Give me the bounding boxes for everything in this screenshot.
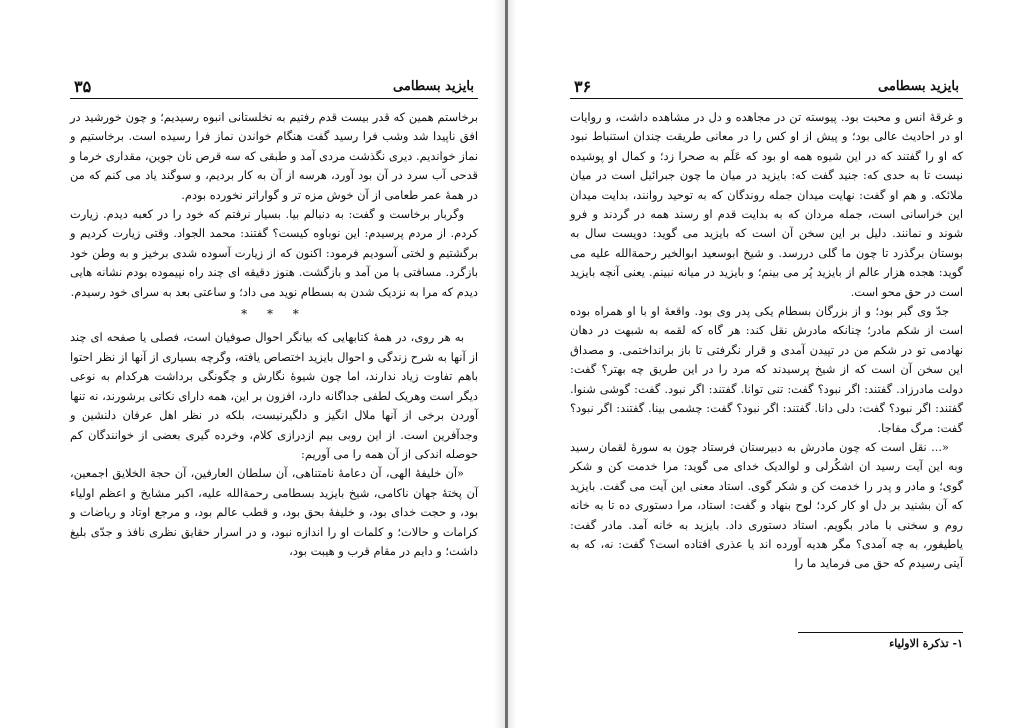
left-page bbox=[70, 0, 478, 728]
page-number: ۳۵ bbox=[74, 77, 92, 96]
running-title: بايزيد بسطامی bbox=[878, 79, 959, 94]
page-number: ۳۶ bbox=[574, 77, 592, 96]
footnote-rule bbox=[798, 632, 963, 633]
running-title: بايزيد بسطامی bbox=[393, 79, 474, 94]
paragraph: «آن خليفهٔ الهی، آن دعامهٔ نامتناهی، آن سلطان العارفين، آن حجة الخلايق اجمعين، آن پختهٔ جهان ناکامی، شيخ بايزيد بسطامی رحمةالله عليه، اکبر مشايخ و اعظم اولياء بود، و حجت خدای بود، و خليفهٔ بحق بود، و قطب عالم بود، و مرجع اوتاد و رياضات و کرامات و حالات؛ و کلمات او را اندازه نبود، و در اسرار حقايق نظری نافذ و جدّی بليغ داشت؛ و دايم در مقام قرب و هيبت بود، bbox=[70, 466, 478, 558]
right-page bbox=[570, 0, 963, 728]
running-head bbox=[570, 78, 963, 99]
paragraph: و غرقهٔ انس و محبت بود. پيوسته تن در مجاهده و دل در مشاهده داشت، و روايات او در احاديث عالی بود؛ و پيش از او کس را در معانی طريقت چندان استنباط نبود که او را گفتند که در اين شيوه همه او بود که عَلَم به صحرا زد؛ و کمال او پوشيده نيست تا به حدی که: جنيد گفت که: بايزيد در ميان ما چون جبرائيل است در ميان ملائکه. و هم او گفت: نهايت ميدان جمله روندگان که به توحيد روانند، بدايت ميدان اين خراسانی است، جمله مردان که به بدايت قدم او رسند همه در گردند و فرو شوند و نمانند. دليل بر اين سخن آن است که بايزيد می گويد: دويست سال به بوستان برگذرد تا چون ما گلی دررسد. و شيخ ابوسعيد ابوالخير رحمةالله عليه می گويد: هجده هزار عالم از بايزيد پُر می بينم؛ و بايزيد در ميانه نبينم. يعنی آنچه بايزيد است در حق محو است. bbox=[570, 110, 963, 299]
page-body bbox=[570, 108, 963, 574]
paragraph: به هر روی، در همهٔ کتابهايی که بيانگر احوال صوفيان است، فصلی يا صفحه ای چند از آنها به شرح زندگی و احوال بايزيد اختصاص يافته، وگرچه بسياری از آنها از نظر احتوا باهم تفاوت زياد ندارند، اما چون شيوهٔ نگارش و چگونگی برداشت هرکدام به نوعی ديگر است وهريک لطفی جداگانه دارد، افزون بر اين، همه دارای نکاتی برشورند، نه تنها آوردن برخی از آنها ملال انگيز و دلگيرنيست، بلکه در نظر اهل عرفان دلنشين و وجدآفرين است. از اين روبی بيم ازدرازی کلام، وخرده گيری بعضی از خوانندگان کم حوصله اندکی از آن همه را می آوريم: bbox=[70, 330, 478, 461]
gutter-shadow-left bbox=[494, 0, 505, 728]
section-separator: * * * bbox=[241, 307, 307, 322]
paragraph: برخاستم همين که قدر بيست قدم رفتيم به نخلستانی انبوه رسيديم؛ و چون خورشيد در افق ناپيدا شد وشب فرا رسيد گفت هنگام خواندن نماز فرا رسيده است. برخاستيم و نماز خوانديم. ديری نگذشت مردی آمد و طبقی که سه قرص نان جوين، مقداری خرما و قدحی آب سرد در آن بود آورد، هرسه از آن به کار برديم، و سوگند ياد می کنم که من در همهٔ عمر طعامی از آن خوش مزه تر و گواراتر نخورده بودم. bbox=[70, 110, 478, 202]
paragraph: «... نقل است که چون مادرش به دبيرستان فرستاد چون به سورهٔ لقمان رسيد وبه اين آيت رسيد ان اشکُرلی و لوالديک خدای می گويد: مرا خدمت کن و شکر گوی؛ و مادر و پدر را خدمت کن و شکر گوی. استاد معنی اين آيت می گفت. بايزيد که آن بشنيد بر دل او کار کرد؛ لوح بنهاد و گفت: استاد، مرا دستوری ده تا به خانه روم و سخنی با مادر بگويم. استاد دستوری داد. بايزيد به خانه آمد. مادر گفت: ياطيفور، به چه آمدی؟ مگر هديه آورده اند يا عذری افتاده است؟ گفت: نه، که به آيتی رسيدم که حق می فرمايد ما را bbox=[570, 439, 963, 571]
page-body bbox=[70, 108, 478, 561]
footnote: ۱- تذکرة الاولياء bbox=[889, 637, 963, 650]
gutter-shadow-right bbox=[508, 0, 516, 728]
paragraph: جدّ وی گبر بود؛ و از بزرگان بسطام يکی پدر وی بود. واقعهٔ او با او همراه بوده است از شکم مادر؛ چنانکه مادرش نقل کند: هر گاه که لقمه به شبهت در دهان نهادمی تو در شکم من در تپيدن آمدی و قرار نگرفتی تا باز برانداختمی. و مصداق اين سخن آن است که از شيخ پرسيدند که مرد را در اين طريق چه بهتر؟ گفت: دولت مادرزاد. گفتند: اگر نبود؟ گفت: تنی توانا. گفتند: اگر نبود. گفت: گوشی شنوا. گفتند: اگر نبود؟ گفت: دلی دانا. گفتند: اگر نبود؟ گفت: چشمی بينا. گفتند: اگر نبود؟ گفت: مرگ مفاجا. bbox=[570, 304, 963, 435]
paragraph: وگربار برخاست و گفت: به دنبالم بيا. بسيار نرفتم که خود را در کعبه ديدم. زيارت کردم. از مردم پرسيدم: اين نوباوه کيست؟ گفتند: محمد الجواد. وقتی زيارت کرديم و برگشتيم و لختی آسوديم فرمود: اکنون که از زيارت آسوده شدی برخيز و به وطن خود بازگرد. مسافتی با من آمد و بازگشت. هنوز دقيقه ای چند راه نپيموده بودم نشانه هايی ديدم که مرا به نزديک شدن به بسطام نويد می داد؛ و ساعتی بعد به سرای خود رسيدم. bbox=[70, 207, 478, 299]
running-head bbox=[70, 78, 478, 99]
